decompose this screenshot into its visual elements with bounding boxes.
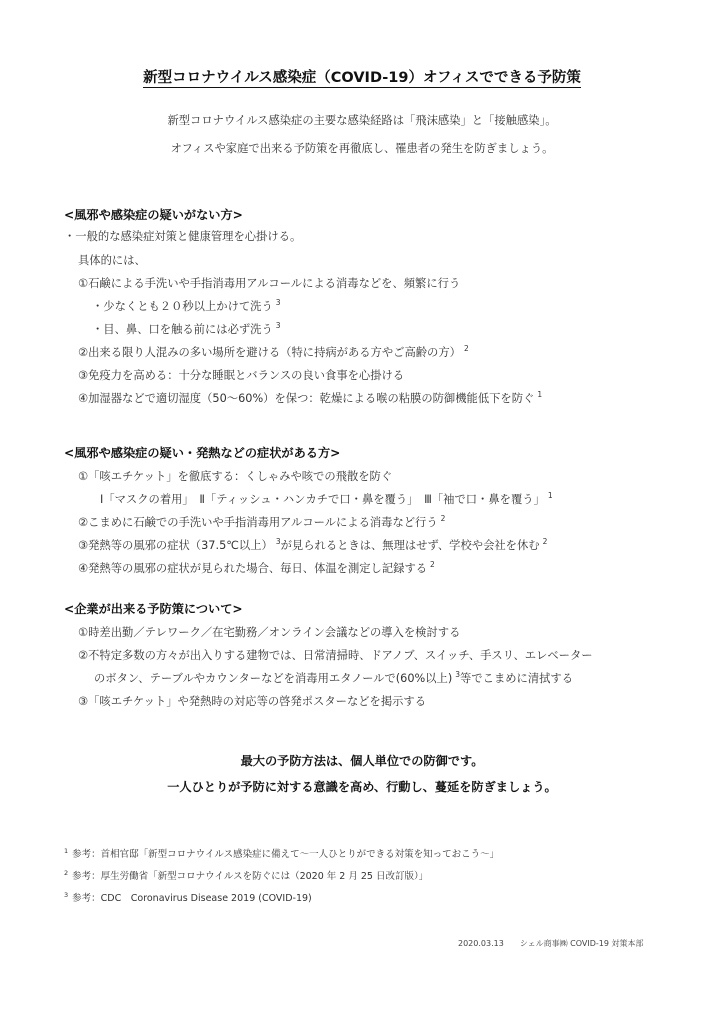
footnote-ref: 2 — [440, 514, 446, 524]
section1-item-2 — [78, 344, 469, 360]
section2-item-4 — [78, 560, 435, 576]
footnote-text: 参考：首相官邸「新型コロナウイルス感染症に備えて～一人ひとりができる対策を知っておこう～」 — [72, 849, 500, 860]
footnote-ref: 3 — [275, 321, 281, 331]
footnote-ref: 1 — [537, 390, 543, 400]
dateline: 2020.03.13 シェル商事㈱ COVID-19 対策本部 — [458, 939, 644, 948]
footnote-ref: 3 — [275, 298, 281, 308]
section1-item-1b — [92, 321, 281, 337]
closing-line-1: 最大の予防方法は、個人単位での防御です。 — [240, 754, 484, 768]
section1-heading: <風邪や感染症の疑いがない方> — [64, 208, 243, 222]
item-text: ③発熱等の風邪の症状（37.5℃以上） — [78, 539, 273, 552]
item-text: ・目、鼻、口を触る前には必ず洗う — [92, 323, 273, 336]
section2-item-2 — [78, 514, 445, 530]
section1-sub-lead: 具体的には、 — [78, 254, 146, 267]
footnote-3 — [64, 890, 312, 904]
section1-item-1a — [92, 298, 281, 314]
footnote-2 — [64, 868, 428, 882]
item-text: が見られるときは、無理はせず、学校や会社を休む — [280, 539, 540, 552]
section1-item-3: ③免疫力を高める：十分な睡眠とバランスの良い食事を心掛ける — [78, 369, 405, 382]
footnote-ref: 3 — [275, 537, 281, 547]
footnote-number: 1 — [64, 846, 69, 855]
section2-heading: <風邪や感染症の疑い・発熱などの症状がある方> — [64, 446, 341, 460]
item-text: Ⅰ「マスクの着用」 Ⅱ「ティッシュ・ハンカチで口・鼻を覆う」 Ⅲ「袖で口・鼻を覆う」 — [100, 493, 545, 506]
footnote-text: 参考：CDC Coronavirus Disease 2019 (COVID-19) — [72, 893, 312, 904]
footnote-ref: 2 — [463, 344, 469, 354]
item-text: のボタン、テーブルやカウンターなどを消毒用エタノールで(60%以上) — [94, 672, 453, 685]
footnote-ref: 1 — [547, 491, 553, 501]
footnote-number: 2 — [64, 868, 69, 877]
intro-line-2: オフィスや家庭で出来る予防策を再徹底し、罹患者の発生を防ぎましょう。 — [170, 142, 554, 155]
section2-item-3 — [78, 537, 547, 553]
item-text: ②出来る限り人混みの多い場所を避ける（特に持病がある方やご高齢の方） — [78, 346, 461, 359]
section3-item-1: ①時差出勤／テレワーク／在宅勤務／オンライン会議などの導入を検討する — [78, 626, 461, 639]
section3-item-2-line-2 — [94, 670, 573, 686]
item-text: ④加湿器などで適切湿度（50～60%）を保つ：乾燥による喉の粘膜の防御機能低下を防ぐ — [78, 392, 535, 405]
section1-item-4 — [78, 390, 542, 406]
section1-lead: ・一般的な感染症対策と健康管理を心掛ける。 — [64, 230, 302, 243]
intro-line-1: 新型コロナウイルス感染症の主要な感染経路は「飛沫感染」と「接触感染」。 — [167, 114, 557, 127]
section3-heading: <企業が出来る予防策について> — [64, 602, 243, 616]
closing-line-2: 一人ひとりが予防に対する意識を高め、行動し、蔓延を防ぎましょう。 — [167, 780, 557, 794]
section3-item-2-line-1: ②不特定多数の方々が出入りする建物では、日常清掃時、ドアノブ、スイッチ、手スリ、エレベーター — [78, 649, 593, 662]
page-title: 新型コロナウイルス感染症（COVID-19）オフィスでできる予防策 — [143, 70, 581, 86]
item-text: ②こまめに石鹸での手洗いや手指消毒用アルコールによる消毒など行う — [78, 516, 438, 529]
footnote-ref: 2 — [430, 560, 435, 570]
footnote-1 — [64, 846, 499, 860]
section2-item-1-sub — [100, 491, 553, 507]
footnote-ref: 2 — [542, 537, 548, 547]
section2-item-1: ①「咳エチケット」を徹底する：くしゃみや咳での飛散を防ぐ — [78, 470, 393, 483]
item-text: ④発熱等の風邪の症状が見られた場合、毎日、体温を測定し記録する — [78, 562, 428, 575]
footnote-number: 3 — [64, 890, 69, 899]
item-text: 等でこまめに清拭する — [460, 672, 574, 685]
section3-item-3: ③「咳エチケット」や発熱時の対応等の啓発ポスターなどを掲示する — [78, 695, 427, 708]
footnote-ref: 3 — [455, 670, 461, 680]
footnote-text: 参考：厚生労働省「新型コロナウイルスを防ぐには（2020 年 2 月 25 日改訂版）」 — [72, 871, 429, 882]
item-text: ・少なくとも２０秒以上かけて洗う — [92, 300, 273, 313]
section1-item-1: ①石鹸による手洗いや手指消毒用アルコールによる消毒などを、頻繁に行う — [78, 277, 461, 290]
